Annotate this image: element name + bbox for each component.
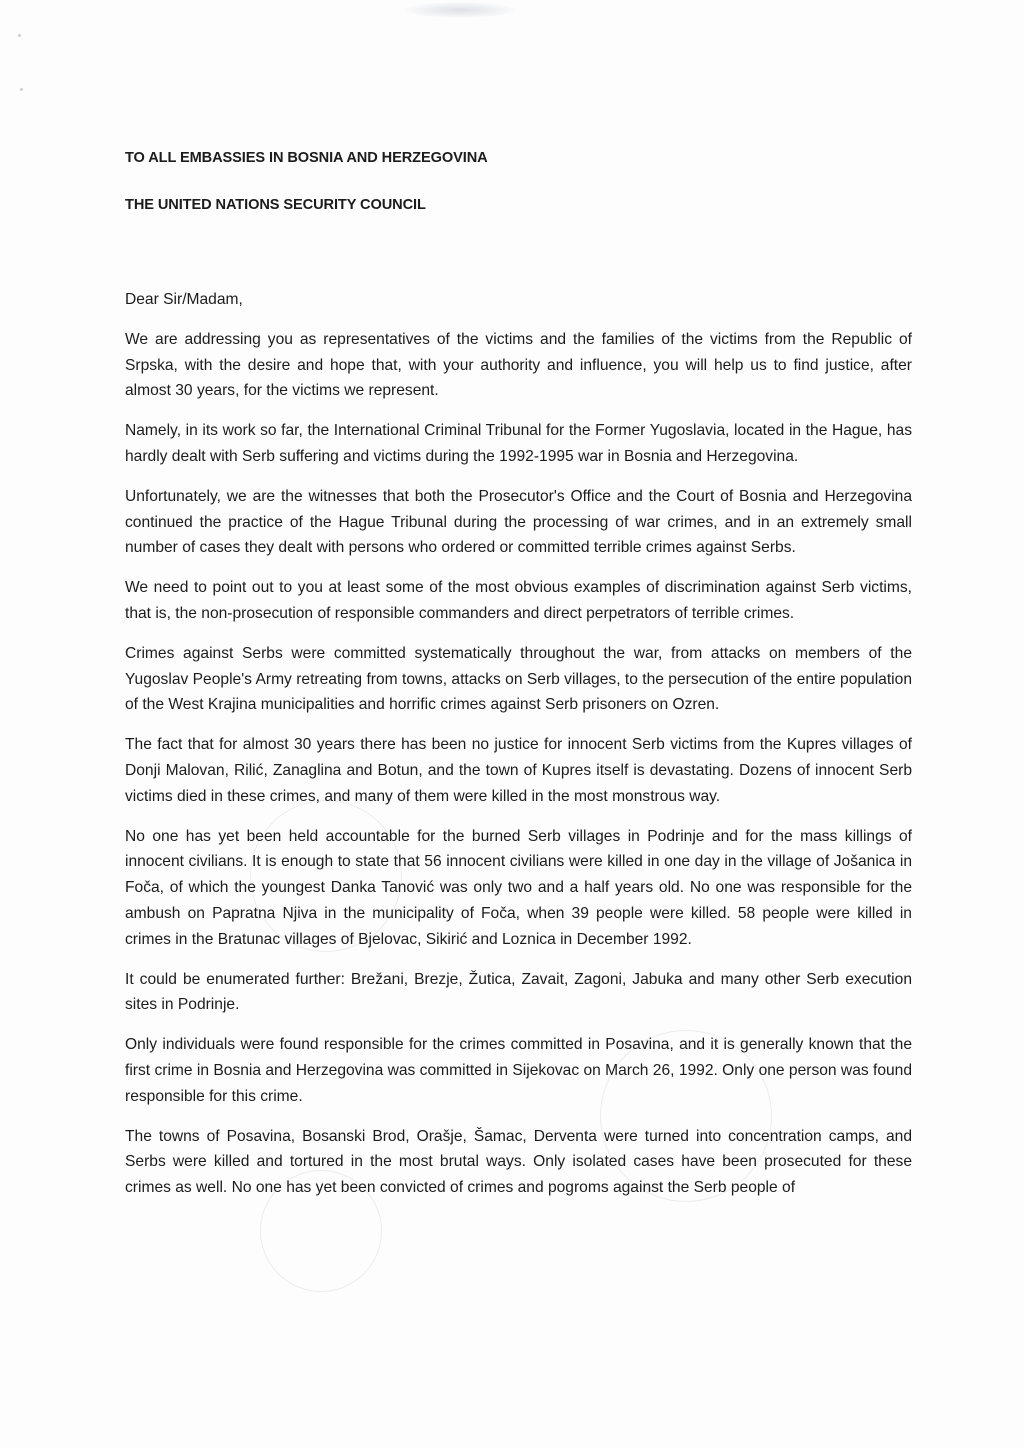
paragraph: It could be enumerated further: Brežani, Brezje, Žutica, Zavait, Zagoni, Jabuka and many other Serb execution sites in Podrinje.: [125, 970, 912, 1014]
scan-speck: [20, 88, 23, 91]
recipient-line: THE UNITED NATIONS SECURITY COUNCIL: [125, 197, 426, 213]
salutation: Dear Sir/Madam,: [125, 291, 243, 308]
paragraph: Namely, in its work so far, the International Criminal Tribunal for the Former Yugoslavia, located in the Hague, has hardly dealt with Serb suffering and victims during the 1992-1995 war in Bosnia and Herzegovina.: [125, 422, 912, 465]
paragraph: The towns of Posavina, Bosanski Brod, Orašje, Šamac, Derventa were turned into concentration camps, and Serbs were killed and tortured in the most brutal ways. Only isolated cases have been prosecuted for these crimes as well. No one has yet been convicted of crimes and pogroms against the Serb people of: [125, 1127, 912, 1197]
paragraph: The fact that for almost 30 years there has been no justice for innocent Serb victims from the Kupres villages of Donji Malovan, Rilić, Zanaglina and Botun, and the town of Kupres itself is devastating. Dozens of innocent Serb victims died in these crimes, and many of them were killed in the most monstrous way.: [125, 736, 912, 805]
recipient-line: TO ALL EMBASSIES IN BOSNIA AND HERZEGOVINA: [125, 150, 488, 166]
paragraph: Crimes against Serbs were committed systematically throughout the war, from attacks on members of the Yugoslav People's Army retreating from towns, attacks on Serb villages, to the persecution of the entire population of the West Krajina municipalities and horrific crimes against Serb prisoners on Ozren.: [125, 644, 912, 714]
letter-body: [125, 148, 912, 1201]
paragraph: We need to point out to you at least some of the most obvious examples of discrimination against Serb victims, that is, the non-prosecution of responsible commanders and direct perpetrators of terrible crimes.: [125, 579, 912, 622]
paragraph: Unfortunately, we are the witnesses that both the Prosecutor's Office and the Court of Bosnia and Herzegovina continued the practice of the Hague Tribunal during the processing of war crimes, and in an extremely small number of cases they dealt with persons who ordered or committed terrible crimes against Serbs.: [125, 487, 912, 557]
scan-artifact: [405, 2, 515, 18]
paragraph: We are addressing you as representatives of the victims and the families of the victims from the Republic of Srpska, with the desire and hope that, with your authority and influence, you will help us to find justice, after almost 30 years, for the victims we represent.: [125, 330, 912, 400]
paragraph: Only individuals were found responsible for the crimes committed in Posavina, and it is generally known that the first crime in Bosnia and Herzegovina was committed in Sijekovac on March 26, 1992. Only one person was found responsible for this crime.: [125, 1036, 913, 1105]
scan-speck: [18, 34, 21, 37]
paragraph: No one has yet been held accountable for the burned Serb villages in Podrinje and for the mass killings of innocent civilians. It is enough to state that 56 innocent civilians were killed in one day in the village of Jošanica in Foča, of which the youngest Danka Tanović was only two and a half years old. No one was responsible for the ambush on Papratna Njiva in the municipality of Foča, when 39 people were killed. 58 people were killed in crimes in the Bratunac villages of Bjelovac, Sikirić and Loznica in December 1992.: [125, 827, 912, 948]
